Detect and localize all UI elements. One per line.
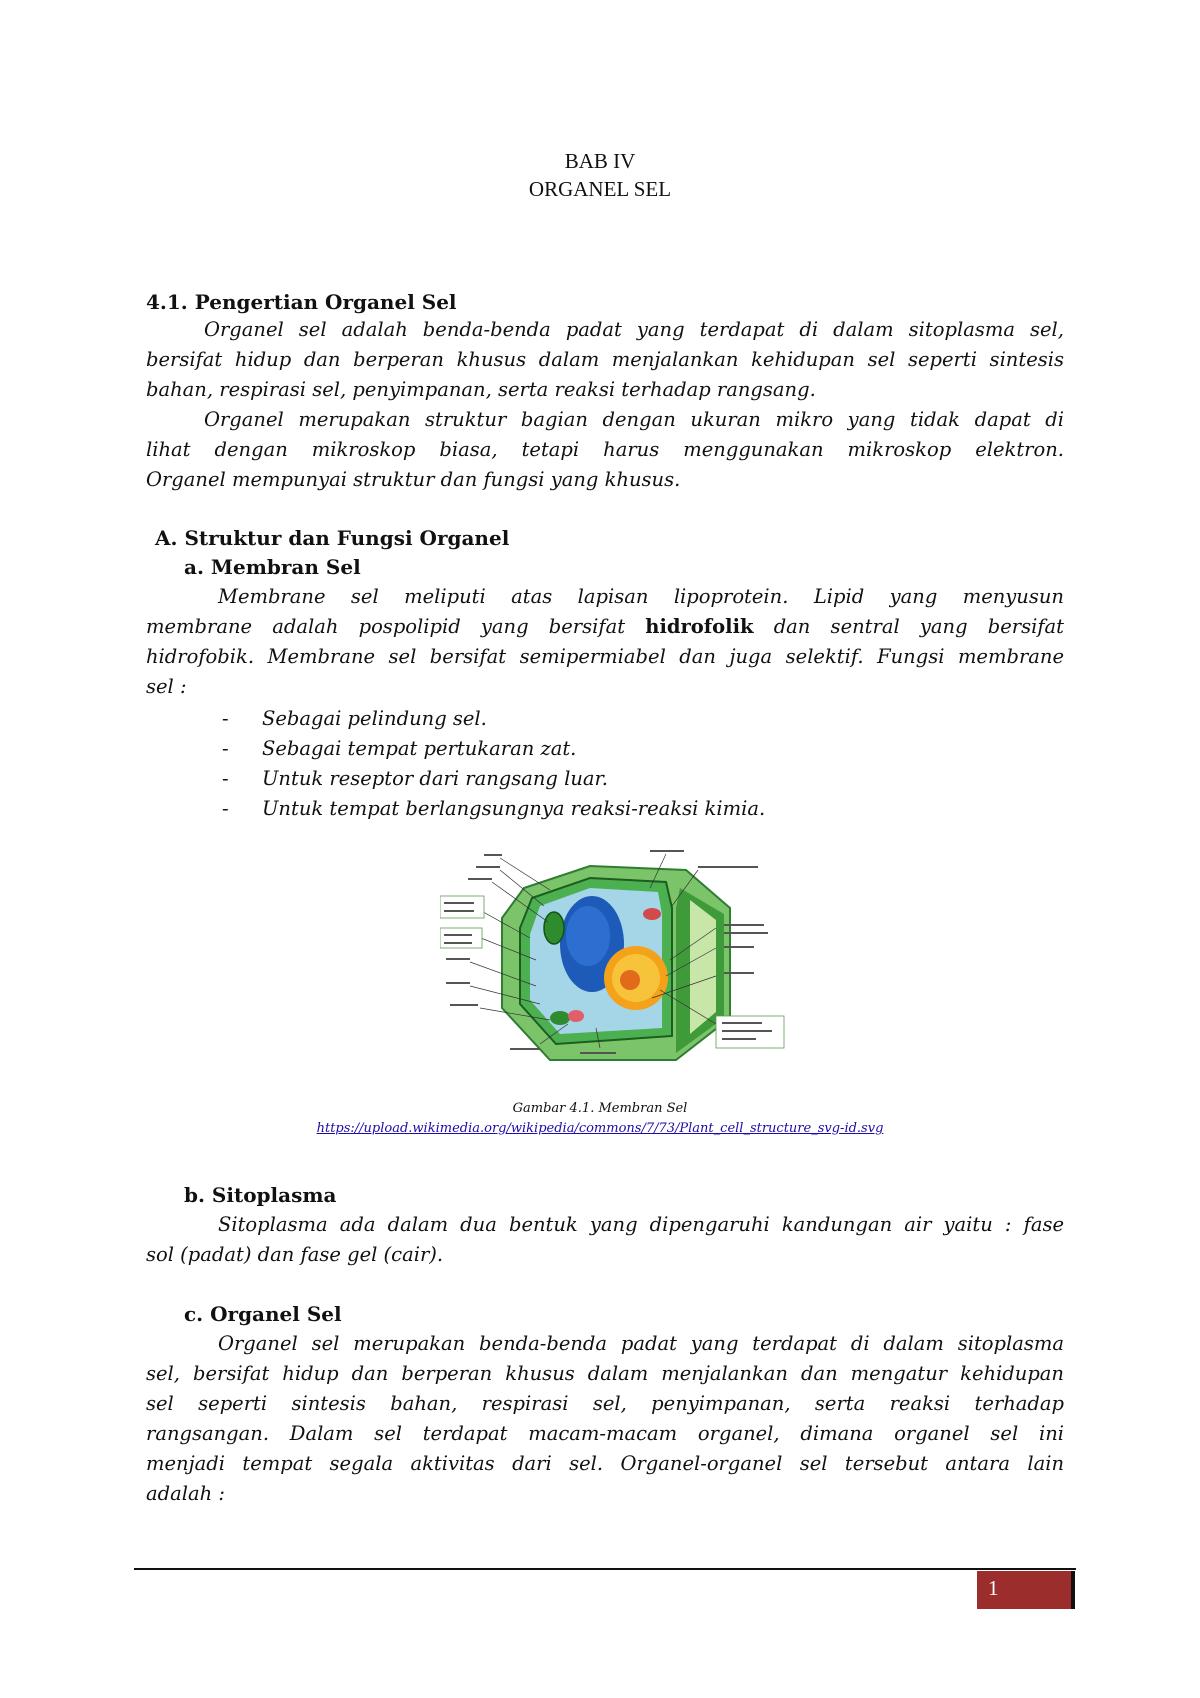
subheading-sitoplasma: b. Sitoplasma	[184, 1183, 337, 1207]
page-number: 1	[988, 1576, 999, 1600]
chapter-label: BAB IV	[564, 149, 636, 173]
text-line: Sitoplasma ada dalam dua bentuk yang dipengaruhi kandungan air yaitu : fase	[218, 1213, 1064, 1236]
text-line: adalah :	[146, 1482, 225, 1505]
text-segment: dan sentral yang bersifat	[773, 615, 1065, 638]
text-line: sel seperti sintesis bahan, respirasi sel, penyimpanan, serta reaksi terhadap	[146, 1392, 1064, 1415]
text-line	[146, 612, 1064, 642]
paragraph-definition	[146, 315, 1064, 495]
subheading-organel-sel: c. Organel Sel	[184, 1302, 342, 1326]
dash-bullet-icon: -	[222, 737, 229, 760]
text-line: sel, bersifat hidup dan berperan khusus dalam menjalankan dan mengatur kehidupan	[146, 1362, 1064, 1385]
text-line: Organel sel adalah benda-benda padat yang terdapat di dalam sitoplasma sel,	[204, 318, 1064, 341]
list-item	[222, 794, 765, 824]
list-item	[222, 734, 765, 764]
text-segment: membrane adalah pospolipid yang bersifat	[146, 615, 626, 638]
text-line: sel :	[146, 675, 187, 698]
figure-source-link[interactable]: https://upload.wikimedia.org/wikipedia/commons/7/73/Plant_cell_structure_svg-id.svg	[316, 1121, 884, 1136]
text-line: hidrofobik. Membrane sel bersifat semipermiabel dan juga selektif. Fungsi membrane	[146, 645, 1064, 668]
dash-bullet-icon: -	[222, 767, 229, 790]
paragraph-organel-sel	[146, 1329, 1064, 1509]
text-line: menjadi tempat segala aktivitas dari sel. Organel-organel sel tersebut antara lain	[146, 1452, 1064, 1475]
section-heading-4-1: 4.1. Pengertian Organel Sel	[146, 290, 457, 314]
text-line: Organel merupakan struktur bagian dengan ukuran mikro yang tidak dapat di	[204, 408, 1064, 431]
text-line: sol (padat) dan fase gel (cair).	[146, 1243, 444, 1266]
text-line: bersifat hidup dan berperan khusus dalam menjalankan kehidupan sel seperti sintesis	[146, 348, 1064, 371]
list-item-text: Sebagai pelindung sel.	[262, 707, 487, 730]
list-item	[222, 704, 765, 734]
dash-bullet-icon: -	[222, 797, 229, 820]
dash-bullet-icon: -	[222, 707, 229, 730]
paragraph-membran-sel	[146, 582, 1064, 702]
chapter-title: ORGANEL SEL	[528, 177, 672, 201]
footer-divider	[134, 1568, 1076, 1570]
function-list	[222, 704, 765, 824]
list-item-text: Sebagai tempat pertukaran zat.	[262, 737, 577, 760]
list-item-text: Untuk reseptor dari rangsang luar.	[262, 767, 608, 790]
plant-cell-diagram	[440, 848, 786, 1066]
list-item	[222, 764, 765, 794]
list-item-text: Untuk tempat berlangsungnya reaksi-reaksi kimia.	[262, 797, 766, 820]
text-line: bahan, respirasi sel, penyimpanan, serta reaksi terhadap rangsang.	[146, 378, 816, 401]
text-line: Membrane sel meliputi atas lapisan lipoprotein. Lipid yang menyusun	[218, 585, 1064, 608]
figure-caption: Gambar 4.1. Membran Sel	[512, 1101, 688, 1116]
subheading-membran-sel: a. Membran Sel	[184, 555, 361, 579]
text-line: Organel sel merupakan benda-benda padat yang terdapat di dalam sitoplasma	[218, 1332, 1064, 1355]
paragraph-sitoplasma	[146, 1210, 1064, 1270]
text-line: Organel mempunyai struktur dan fungsi yang khusus.	[146, 468, 681, 491]
text-line: lihat dengan mikroskop biasa, tetapi harus menggunakan mikroskop elektron.	[146, 438, 1064, 461]
section-heading-a: A. Struktur dan Fungsi Organel	[155, 526, 510, 550]
bold-term: hidrofolik	[645, 615, 754, 638]
text-line: rangsangan. Dalam sel terdapat macam-macam organel, dimana organel sel ini	[146, 1422, 1064, 1445]
